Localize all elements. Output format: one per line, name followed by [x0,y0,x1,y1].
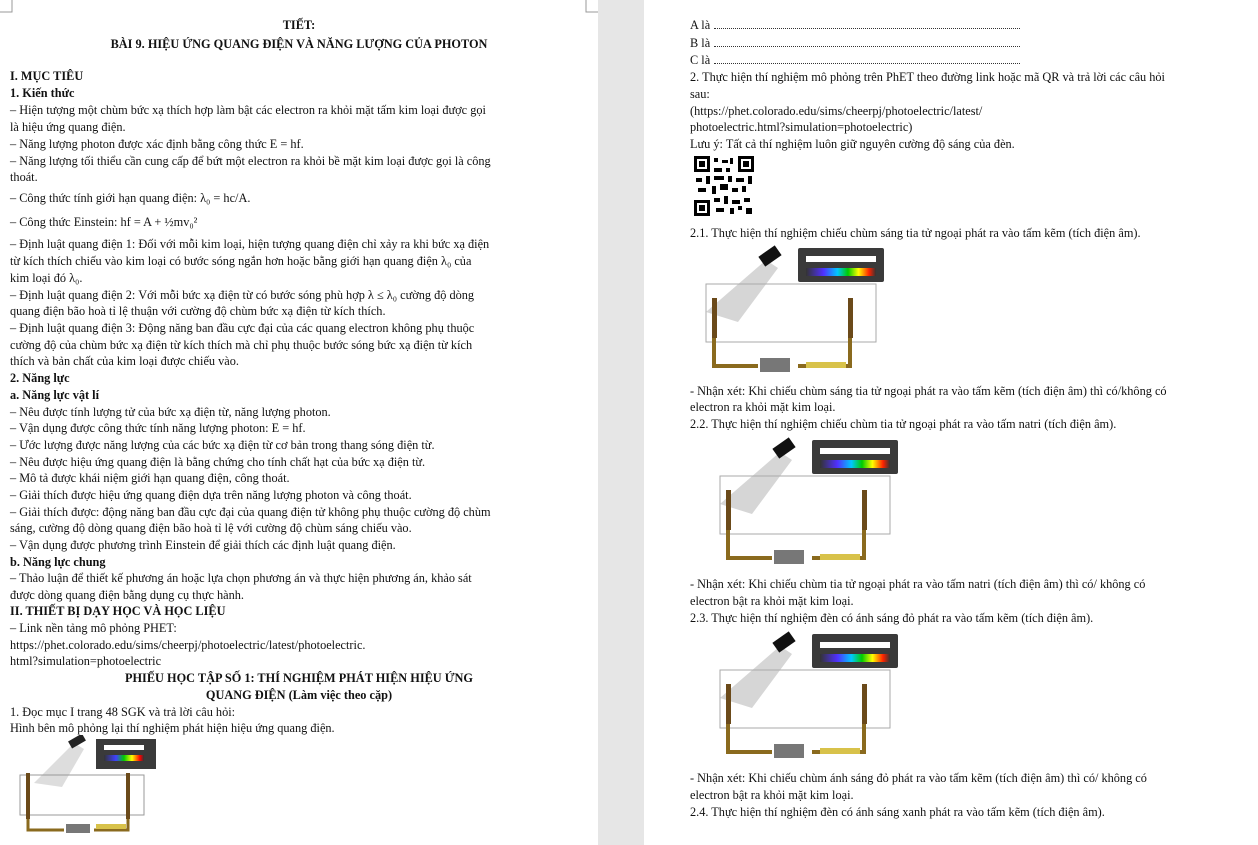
text-line: – Mô tả được khái niệm giới hạn quang điện, công thoát. [10,471,290,485]
text-line: – Giải thích được: động năng ban đầu cực đại của quang điện tử không phụ thuộc cường độ chùm [10,505,491,519]
worksheet-title: QUANG ĐIỆN (Làm việc theo cặp) [205,688,393,702]
text-line: – Năng lượng tối thiểu cần cung cấp để bứt một electron ra khỏi bề mặt kim loại được gọi là công [10,154,491,168]
observation-text: - Nhận xét: Khi chiếu chùm ánh sáng đỏ phát ra vào tấm kẽm (tích điện âm) thì có/ không có [690,771,1147,785]
sim-figure-2-3 [712,630,912,762]
experiment-step: 2.3. Thực hiện thí nghiệm đèn có ánh sáng đỏ phát ra vào tấm kẽm (tích điện âm). [690,611,1094,625]
link-text: https://phet.colorado.edu/sims/cheerpj/photoelectric/latest/photoelectric. [10,638,366,652]
text-line: được dòng quang điện bằng dụng cụ thực hành. [10,588,244,602]
right-page [644,0,1258,845]
link-text: html?simulation=photoelectric [10,654,162,668]
page-gap [598,0,644,845]
answer-label: B là [690,36,711,50]
text-line: – Thảo luận để thiết kế phương án hoặc lựa chọn phương án và thực hiện phương án, khảo sát [10,571,472,585]
battery-icon [760,358,790,372]
text-line: – Ước lượng được năng lượng của các bức xạ điện từ cơ bản trong thang sóng điện từ. [10,438,435,452]
experiment-step: 2.2. Thực hiện thí nghiệm chiếu chùm tia tử ngoại phát ra vào tấm natri (tích điện âm). [690,417,1117,431]
observation-text: electron bật ra khỏi mặt kim loại. [690,788,854,802]
text-line: là hiệu ứng quang điện. [10,120,126,134]
subsection-heading: b. Năng lực chung [10,555,106,569]
text-line: – Nêu được hiệu ứng quang điện là bằng chứng cho tính chất hạt của bức xạ điện từ. [10,455,426,469]
lesson-title: BÀI 9. HIỆU ỨNG QUANG ĐIỆN VÀ NĂNG LƯỢNG CỦA PHOTON [110,37,488,51]
text-line: – Năng lượng photon được xác định bằng công thức E = hf. [10,137,304,151]
experiment-step: 2.1. Thực hiện thí nghiệm chiếu chùm sáng tia tử ngoại phát ra vào tấm kẽm (tích điện âm). [690,226,1141,240]
text-line: từ kích thích chiếu vào kim loại có bước sóng ngắn hơn hoặc bằng giới hạn quang điện λ₀ của [10,254,472,268]
experiment-step: 2.4. Thực hiện thí nghiệm đèn có ánh sáng xanh phát ra vào tấm kẽm (tích điện âm). [690,805,1105,819]
section-heading: I. MỤC TIÊU [10,69,84,83]
photoelectric-sim-figure [14,735,162,835]
link-text: (https://phet.colorado.edu/sims/cheerpj/photoelectric/latest/ [690,104,983,118]
text-line: – Link nền tảng mô phỏng PHET: [10,621,177,635]
text-line: – Hiện tượng một chùm bức xạ thích hợp làm bật các electron ra khỏi mặt tấm kim loại được gọi [10,103,486,117]
question-text: sau: [690,87,710,101]
text-line: – Vận dụng được công thức tính năng lượng photon: E = hf. [10,421,306,435]
answer-label: C là [690,53,711,67]
subsection-heading: 1. Kiến thức [10,86,75,100]
observation-text: - Nhận xét: Khi chiếu chùm sáng tia tử ngoại phát ra vào tấm kẽm (tích điện âm) thì có/không có [690,384,1167,398]
text-line: – Nêu được tính lượng tử của bức xạ điện từ, năng lượng photon. [10,405,331,419]
subsection-heading: a. Năng lực vật lí [10,388,100,402]
formula-line: – Công thức Einstein: hf = A + ½mv₀² [10,215,198,229]
text-line: sáng, cường độ dòng quang điện bão hoà tỉ lệ với cường độ chùm sáng chiếu vào. [10,521,412,535]
fill-in-line [690,53,1020,67]
observation-text: electron bật ra khỏi mặt kim loại. [690,594,854,608]
observation-text: - Nhận xét: Khi chiếu chùm tia tử ngoại phát ra vào tấm natri (tích điện âm) thì có/ không có [690,577,1146,591]
answer-blank[interactable] [714,53,1020,64]
sim-figure-2-1 [698,244,898,376]
text-line: – Định luật quang điện 1: Đối với mỗi kim loại, hiện tượng quang điện chỉ xảy ra khi bức xạ điện [10,237,490,251]
qr-code-icon[interactable] [694,156,754,216]
sim-figure-2-2 [712,436,912,568]
observation-text: electron ra khỏi mặt kim loại. [690,400,836,414]
question-text: Hình bên mô phỏng lại thí nghiệm phát hiện hiệu ứng quang điện. [10,721,335,735]
worksheet-title: PHIẾU HỌC TẬP SỐ 1: THÍ NGHIỆM PHÁT HIỆN HIỆU ỨNG [124,671,473,685]
battery-icon [66,824,90,833]
answer-blank[interactable] [714,36,1020,47]
text-line: – Định luật quang điện 2: Với mỗi bức xạ điện từ có bước sóng phù hợp λ ≤ λ₀ cường độ dòng [10,288,475,302]
battery-icon [774,550,804,564]
text-line: cường độ của chùm bức xạ điện từ kích thích mà chỉ phụ thuộc bước sóng bức xạ điện từ kích [10,338,473,352]
question-text: 1. Đọc mục I trang 48 SGK và trả lời câu hỏi: [10,705,236,719]
text-line: – Giải thích được hiệu ứng quang điện dựa trên năng lượng photon và công thoát. [10,488,412,502]
subsection-heading: 2. Năng lực [10,371,70,385]
fill-in-line [690,18,1020,32]
answer-label: A là [690,18,711,32]
formula-line: – Công thức tính giới hạn quang điện: λ₀ = hc/A. [10,191,251,205]
text-line: thoát. [10,170,38,184]
text-line: quang điện bão hoà tỉ lệ thuận với cường độ chùm bức xạ điện từ kích thích. [10,304,386,318]
question-text: 2. Thực hiện thí nghiệm mô phỏng trên PhET theo đường link hoặc mã QR và trả lời các câu hỏi [690,70,1165,84]
note-text: Lưu ý: Tất cả thí nghiệm luôn giữ nguyên cường độ sáng của đèn. [690,137,1015,151]
text-line: thích và bản chất của kim loại được chiếu vào. [10,354,239,368]
section-heading: II. THIẾT BỊ DẠY HỌC VÀ HỌC LIỆU [10,604,226,618]
answer-blank[interactable] [714,18,1020,29]
text-line: kim loại đó λ₀. [10,271,83,285]
corner-mark-icon [582,0,598,16]
fill-in-line [690,36,1020,50]
text-line: – Định luật quang điện 3: Động năng ban đầu cực đại của các quang electron không phụ thuộc [10,321,475,335]
left-page [0,0,598,845]
text-line: – Vận dụng được phương trình Einstein để giải thích các định luật quang điện. [10,538,396,552]
battery-icon [774,744,804,758]
link-text: photoelectric.html?simulation=photoelectric) [690,120,913,134]
lesson-period: TIẾT: [282,18,316,32]
corner-mark-icon [0,0,16,16]
